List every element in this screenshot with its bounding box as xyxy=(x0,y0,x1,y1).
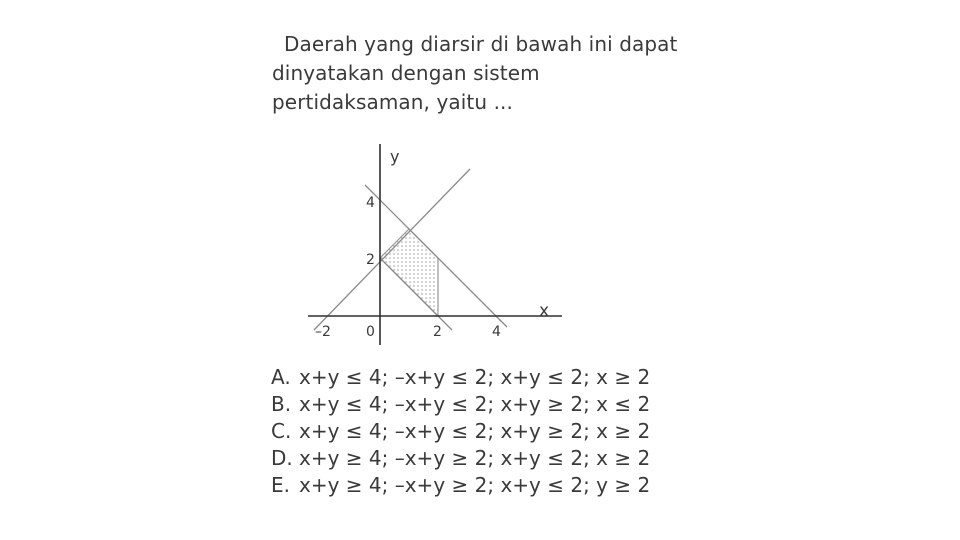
x-tick-label-minus-2: –2 xyxy=(315,324,331,340)
x-tick-label-4: 4 xyxy=(492,324,501,340)
question-text xyxy=(272,30,702,117)
option-text: x+y ≥ 4; –x+y ≥ 2; x+y ≤ 2; y ≥ 2 xyxy=(299,473,651,497)
option-e[interactable] xyxy=(271,472,691,499)
option-letter: B. xyxy=(271,392,292,416)
y-tick-label-4: 4 xyxy=(366,195,375,211)
line-minus-x-plus-y-2 xyxy=(314,169,470,330)
option-a[interactable] xyxy=(271,364,691,391)
x-axis-label: x xyxy=(539,301,550,321)
option-d[interactable] xyxy=(271,445,691,472)
question-line-3: pertidaksaman, yaitu ... xyxy=(272,90,513,114)
y-tick-label-2: 2 xyxy=(366,252,375,268)
option-letter: E. xyxy=(271,473,290,497)
question-line-2: dinyatakan dengan sistem xyxy=(272,61,540,85)
y-axis-label: y xyxy=(390,147,400,166)
option-text: x+y ≤ 4; –x+y ≤ 2; x+y ≥ 2; x ≥ 2 xyxy=(299,419,651,443)
option-letter: A. xyxy=(271,365,291,389)
option-b[interactable] xyxy=(271,391,691,418)
answer-options xyxy=(271,364,691,499)
shaded-region xyxy=(380,229,438,316)
option-letter: D. xyxy=(271,446,293,470)
option-text: x+y ≥ 4; –x+y ≥ 2; x+y ≤ 2; x ≥ 2 xyxy=(299,446,651,470)
inequality-graph xyxy=(300,140,570,352)
option-letter: C. xyxy=(271,419,292,443)
graph-svg xyxy=(300,140,570,352)
option-c[interactable] xyxy=(271,418,691,445)
origin-label: 0 xyxy=(366,324,375,340)
x-tick-label-2: 2 xyxy=(433,324,442,340)
option-text: x+y ≤ 4; –x+y ≤ 2; x+y ≥ 2; x ≤ 2 xyxy=(299,392,651,416)
option-text: x+y ≤ 4; –x+y ≤ 2; x+y ≤ 2; x ≥ 2 xyxy=(299,365,651,389)
question-line-1: Daerah yang diarsir di bawah ini dapat xyxy=(284,32,678,56)
